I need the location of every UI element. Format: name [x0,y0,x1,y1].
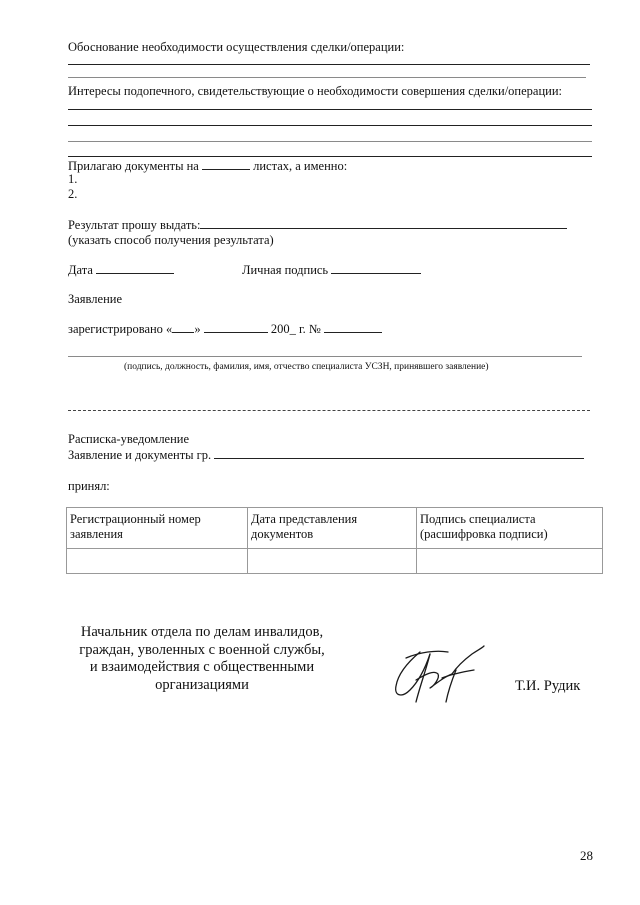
registration-prefix: зарегистрировано « [68,322,173,336]
specialist-signature-cell[interactable] [417,549,603,574]
signatory-position-line: и взаимодействия с общественными [89,659,315,675]
signature-label: Личная подпись [242,263,329,277]
submission-date-cell[interactable] [248,549,417,574]
signatory-position [62,624,342,694]
interests-line[interactable] [68,141,592,142]
interests-line[interactable] [68,125,592,126]
attachment-item-2: 2. [68,187,78,201]
registrar-caption: (подпись, должность, фамилия, имя, отчество специалиста УСЗН, принявшего заявление) [124,362,489,372]
result-line [68,217,567,233]
registration-number-cell[interactable] [67,549,248,574]
date-label: Дата [68,263,93,277]
handwritten-signature [386,640,490,710]
registration-quote-close: » [194,322,201,336]
receipt-line [68,447,584,463]
registration-number-field[interactable] [324,321,382,333]
registration-day-field[interactable] [172,321,194,333]
attachments-prefix: Прилагаю документы на [68,159,199,173]
signatory-position-line: Начальник отдела по делам инвалидов, [80,624,324,640]
table-row [67,549,603,574]
justification-line[interactable] [68,77,586,78]
justification-label: Обоснование необходимости осуществления сделки/операции: [68,40,405,54]
interests-label: Интересы подопечного, свидетельствующие о необходимости совершения сделки/операции: [68,84,562,98]
interests-line[interactable] [68,156,592,157]
attachments-pages-field[interactable] [202,158,250,170]
attachments-line [68,158,347,174]
signature-line [242,262,421,278]
date-field[interactable] [96,262,174,274]
attachments-suffix: листах, а именно: [253,159,348,173]
column-header: Регистрационный номер заявления [67,508,248,549]
interests-line[interactable] [68,109,592,110]
signatory-name: Т.И. Рудик [515,678,581,694]
result-label: Результат прошу выдать: [68,218,201,232]
result-field[interactable] [200,217,567,229]
registration-month-field[interactable] [204,321,268,333]
table-header-row [67,508,603,549]
justification-line[interactable] [68,64,590,65]
registrar-signature-line[interactable] [68,356,582,357]
attachment-item-1: 1. [68,172,78,186]
receipt-title: Расписка-уведомление [68,432,190,446]
receipt-citizen-field[interactable] [214,447,584,459]
receipt-table [66,507,603,574]
cut-line [68,410,590,411]
registration-heading: Заявление [68,292,123,306]
registration-year: 200_ г. № [270,322,321,336]
date-line [68,262,174,278]
receipt-accepted: принял: [68,479,110,493]
signature-field[interactable] [331,262,421,274]
result-hint: (указать способ получения результата) [68,233,274,247]
signatory-position-line: граждан, уволенных с военной службы, [79,641,325,658]
registration-line [68,321,382,337]
column-header: Дата представления документов [248,508,417,549]
page-number: 28 [580,848,593,863]
column-header: Подпись специалиста (расшифровка подписи) [417,508,603,549]
receipt-line-label: Заявление и документы гр. [68,448,212,462]
signatory-position-line: организациями [155,676,249,693]
